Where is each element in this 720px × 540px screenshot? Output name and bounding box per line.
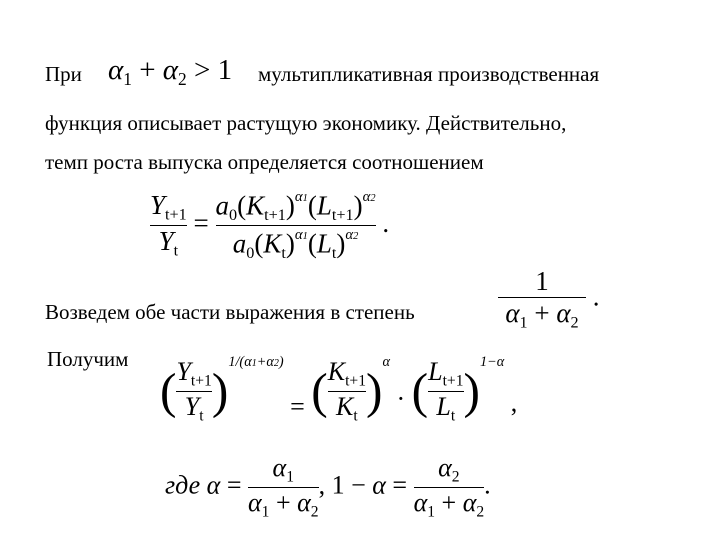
text-line-2: функция описывает растущую экономику. Действительно, bbox=[45, 111, 567, 135]
formula-condition: $\alpha_1 + \alpha_2 > 1$ bbox=[108, 54, 233, 90]
text-line-1-start: При bbox=[45, 62, 82, 86]
formula-definition: где α = $\frac{\alpha_1}{\alpha_1 + \alpha_2}$ , 1 − α = $\frac{\alpha_2}{\alpha_1 + \alpha_2}$ . bbox=[165, 453, 491, 521]
text-line-5: Получим bbox=[47, 347, 129, 371]
formula-power: $\frac{1}{\alpha_1 + \alpha_2}$ . bbox=[498, 268, 600, 331]
text-line-3: темп роста выпуска определяется соотношением bbox=[45, 150, 484, 174]
formula-growth-rate: $\frac{Y_{t+1}}{Y_t}$ = $\frac{a_0(K_{t+1})^{\alpha 1}(L_{t+1})^{\alpha 2}}{a_0(K_t)^{\alpha 1}(L_t)^{\alpha 2}}$ . bbox=[150, 189, 390, 263]
text-line-1-end: мультипликативная производственная bbox=[258, 62, 600, 86]
text-line-4: Возведем обе части выражения в степень bbox=[45, 300, 415, 324]
formula-result: ( $\frac{Y_{t+1}}{Y_t}$ )$^{1/(\alpha 1+\alpha 2)}$ = ( $\frac{K_{t+1}}{K_t}$ )$^\alpha$ · ( $\frac{L_{t+1}}{L_t}$ )$^{1-\alpha}$ , bbox=[160, 354, 518, 425]
